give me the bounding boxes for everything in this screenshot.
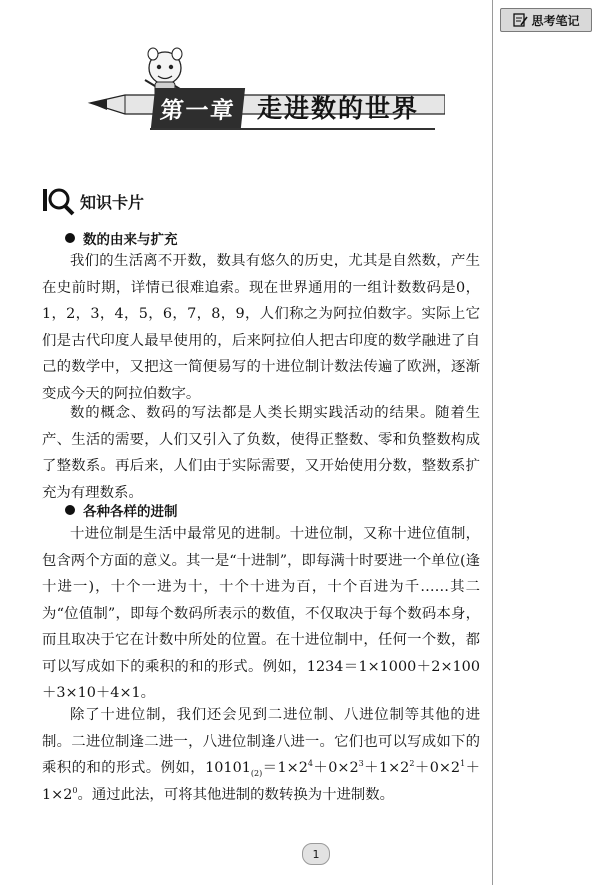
chapter-number-box: [151, 88, 245, 128]
section-heading-origin: [65, 228, 178, 248]
paragraph: 数的概念、数码的写法都是人类长期实践活动的结果。随着生产、生活的需要，人们又引入了负数，使得正整数、零和负整数构成了整数系。再后来，人们由于实际需要，又开始使用分数，整数系扩充为有理数系。: [42, 405, 480, 501]
side-note-tag: [500, 8, 592, 32]
paragraph-binary-example: 除了十进位制，我们还会见到二进位制、八进位制等其他的进制。二进位制逢二进一，八进位制逢八进一。它们也可以写成如下的乘积的和的形式。例如，$10101_{(2)}=1\times 2^4+0\times 2^3+1\times 2^2+0\times 2^1+1\times 2^0$。通过此法，可将其他进制的数转换为十进制数。: [42, 707, 480, 803]
paragraph: 我们的生活离不开数，数具有悠久的历史，尤其是自然数，产生在史前时期，详情已很难追索。现在世界通用的一组计数数码是0，1，2，3，4，5，6，7，8，9，人们称之为阿拉伯数字。实际上它们是古代印度人最早使用的，后来阿拉伯人把古印度的数学融进了自己的数学中，又把这一简便易写的十进位制计数法传遍了欧洲，逐渐变成今天的阿拉伯数字。: [42, 253, 480, 402]
notebook-pen-icon: [512, 12, 528, 28]
magnifier-icon: [42, 186, 76, 216]
chapter-underline: [150, 128, 435, 130]
knowledge-card-header: [42, 186, 144, 216]
page-number: 1: [302, 843, 330, 865]
side-note-label: 思考笔记: [531, 13, 580, 28]
section-heading-bases: [65, 500, 178, 520]
section-heading-text: 数的由来与扩充: [83, 232, 178, 248]
bullet-icon: [65, 505, 75, 515]
chapter-number: 第一章: [158, 97, 237, 124]
chapter-title: 走进数的世界: [257, 94, 420, 123]
section-heading-text: 各种各样的进制: [83, 504, 178, 520]
paragraph: 十进位制是生活中最常见的进制。十进位制，又称十进位值制，包含两个方面的意义。其一是“十进制”，即每满十时要进一个单位(逢十进一)，十个一进为十，十个十进为百，十个百进为千……其二为“位值制”，即每个数码所表示的数值，不仅取决于每个数码本身，而且取决于它在计数中所处的位置。在十进位制中，任何一个数，都可以写成如下的乘积的和的形式。例如，1234＝1×1000＋2×100＋3×10＋4×1。: [42, 526, 480, 701]
knowledge-card-label: 知识卡片: [80, 192, 145, 212]
bullet-icon: [65, 233, 75, 243]
